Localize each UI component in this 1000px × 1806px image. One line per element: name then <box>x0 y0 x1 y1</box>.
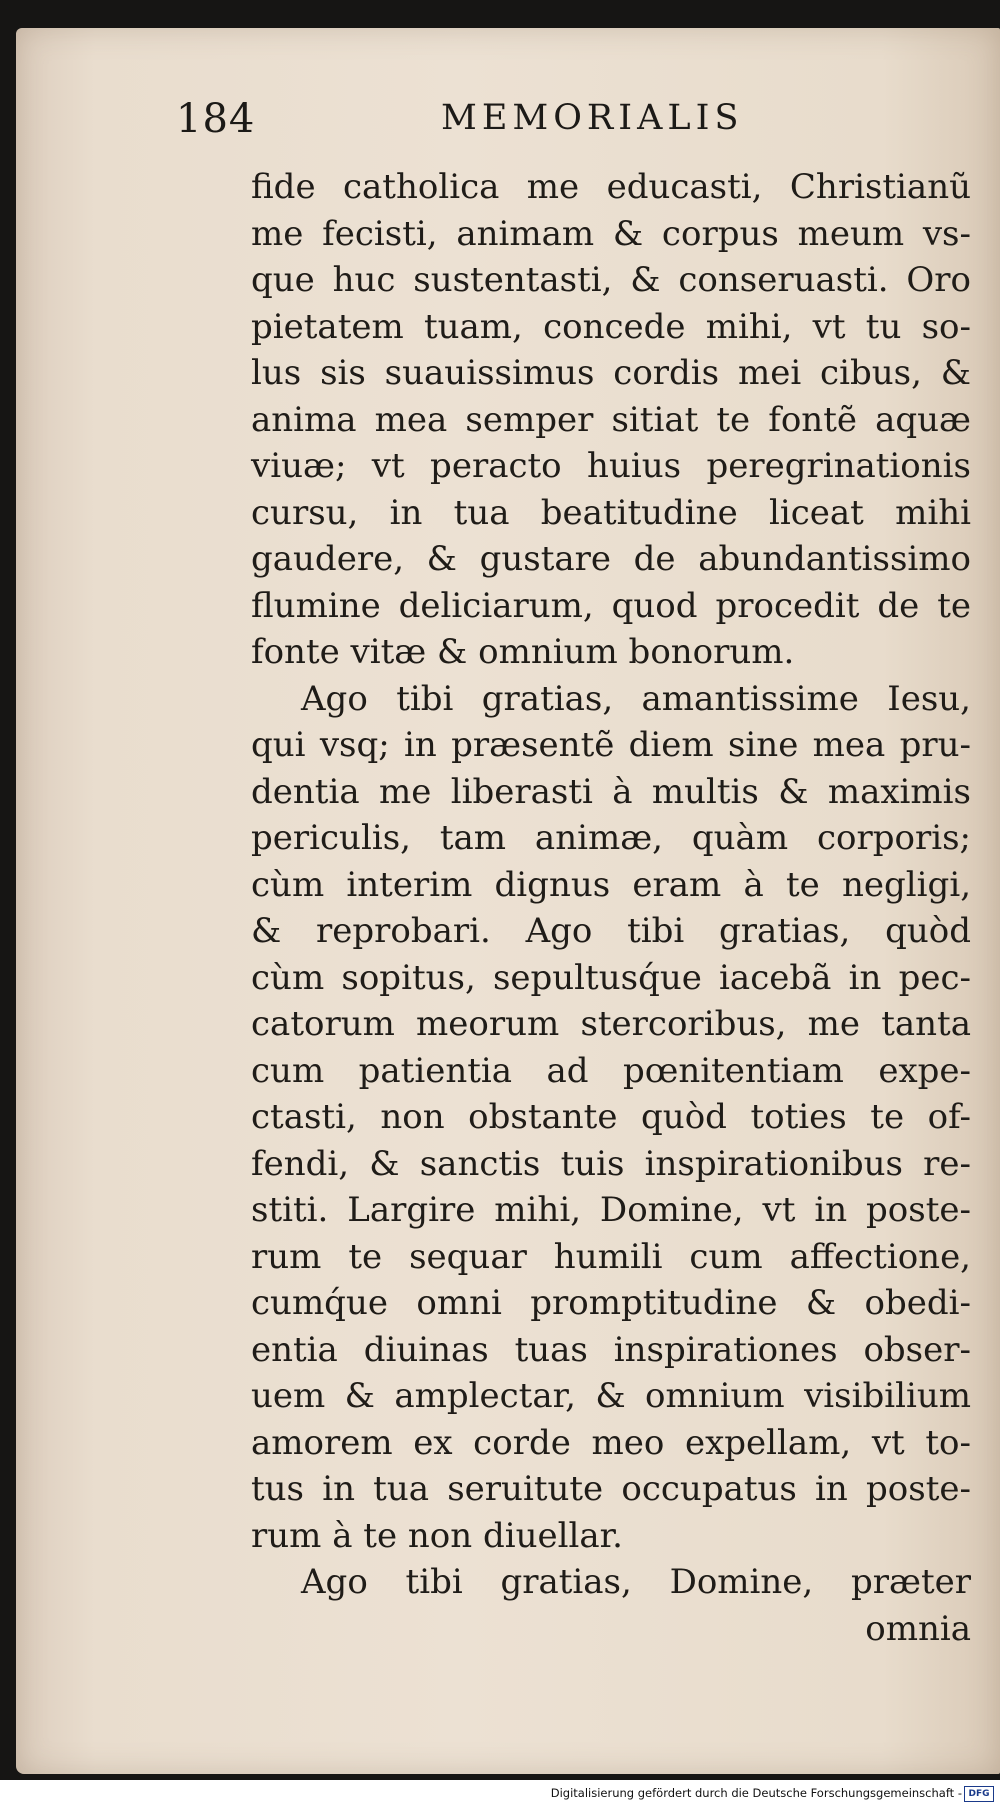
dfg-logo: DFG <box>964 1786 994 1802</box>
paragraph-start-line: Ago tibi gratias, Domine, præter <box>301 1562 971 1602</box>
text-line: me fecisti, animam & corpus meum vs- <box>251 213 971 254</box>
text-line: catorum meorum stercoribus, me tanta <box>251 1004 971 1044</box>
text-line: gaudere, & gustare de abundantissimo <box>251 539 971 579</box>
text-line: ctasti, non obstante quòd toties te of- <box>251 1097 971 1137</box>
text-line: fide catholica me educasti, Christianũ <box>251 167 971 207</box>
text-line: cùm sopitus, sepultusq́ue iacebã in pec- <box>251 957 971 998</box>
book-page <box>16 28 1000 1774</box>
text-line: que huc sustentasti, & conseruasti. Oro <box>251 260 971 300</box>
text-line: cùm interim dignus eram à te negligi, <box>251 864 971 905</box>
page-number: 184 <box>176 96 256 142</box>
paragraph-end-line: fonte vitæ & omnium bonorum. <box>251 632 795 672</box>
text-line: qui vsq; in præsentẽ diem sine mea pru- <box>251 725 971 765</box>
text-line: amorem ex corde meo expellam, vt to- <box>251 1422 971 1463</box>
text-line: entia diuinas tuas inspirationes obser- <box>251 1329 971 1370</box>
digitization-footer <box>0 1780 1000 1806</box>
text-line: tus in tua seruitute occupatus in poste- <box>251 1469 971 1509</box>
text-line: pietatem tuam, concede mihi, vt tu so- <box>251 306 971 347</box>
text-line: lus sis suauissimus cordis mei cibus, & <box>251 353 971 393</box>
text-line: stiti. Largire mihi, Domine, vt in poste- <box>251 1190 971 1230</box>
text-line: dentia me liberasti à multis & maximis <box>251 771 971 812</box>
body-text <box>251 164 971 1652</box>
text-line: uem & amplectar, & omnium visibilium <box>251 1376 971 1416</box>
text-line: cum patientia ad pœnitentiam expe- <box>251 1050 971 1091</box>
text-line: & reprobari. Ago tibi gratias, quòd <box>251 911 971 951</box>
text-line: fendi, & sanctis tuis inspirationibus re- <box>251 1143 971 1184</box>
text-line: flumine deliciarum, quod procedit de te <box>251 585 971 626</box>
funding-credit: Digitalisierung gefördert durch die Deutsche Forschungsgemeinschaft - <box>550 1786 962 1800</box>
text-line: periculis, tam animæ, quàm corporis; <box>251 818 971 858</box>
text-line: viuæ; vt peracto huius peregrinationis <box>251 446 971 486</box>
paragraph-start-line: Ago tibi gratias, amantissime Iesu, <box>301 678 971 719</box>
text-line: cursu, in tua beatitudine liceat mihi <box>251 492 971 533</box>
text-line: rum te sequar humili cum affectione, <box>251 1236 971 1277</box>
paragraph-end-line: rum à te non diuellar. <box>251 1515 623 1556</box>
catchword: omnia <box>865 1608 971 1649</box>
running-head: MEMORIALIS <box>441 98 744 138</box>
text-line: cumq́ue omni promptitudine & obedi- <box>251 1283 971 1323</box>
text-line: anima mea semper sitiat te fontẽ aquæ <box>251 399 971 440</box>
